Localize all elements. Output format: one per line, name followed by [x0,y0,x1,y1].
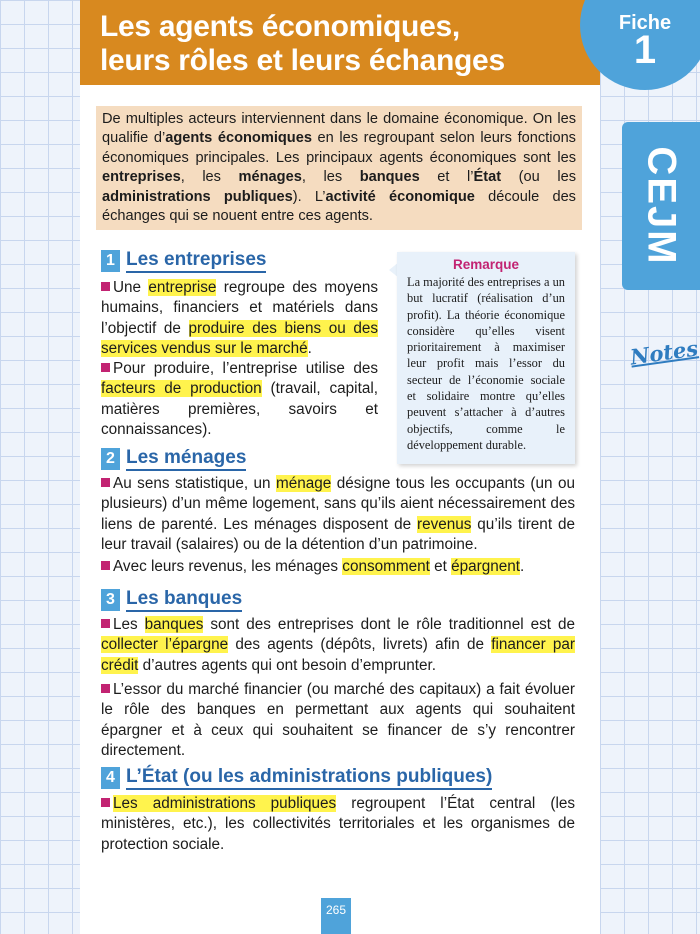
section-number: 1 [101,250,120,272]
paragraph [101,615,575,676]
intro-text: (ou les [501,169,576,186]
text: désigne tous les occupants (un ou plusieurs) d’un même logement, sans qu’ils aient nécessairement des liens de parenté. Les ménages disposent de [101,475,575,533]
bullet-square-icon [101,561,110,570]
bullet-square-icon [101,684,110,693]
intro-text: De multiples acteurs interviennent dans le domaine économique. On les qualifie d’ [102,111,576,147]
text: Avec leurs revenus, les ménages [113,558,343,575]
text: . [520,558,525,575]
text: Pour produire, l’entreprise utilise des [113,360,378,377]
text: regroupent l’État central (les ministères, etc.), les collectivités territoriales et les organismes de protection sociale. [101,795,576,853]
paragraph [101,278,378,360]
paragraph [101,359,378,441]
page-number: 265 [321,898,351,934]
title-line-1: Les agents économiques, [100,10,460,43]
highlight: financer par crédit [101,636,575,674]
highlight: ménage [276,475,332,492]
cejm-tab-label: CEJM [639,146,684,266]
highlight: entreprise [148,279,217,296]
bullet-square-icon [101,478,110,487]
highlight: banques [144,616,204,633]
intro-bold: banques [359,169,420,186]
section-title: L’État (ou les administrations publiques) [126,766,492,790]
text: regroupe des moyens humains, financiers et matériels dans l’objectif de [101,279,378,337]
fiche-label: Fiche [618,12,672,34]
paragraph [101,557,575,577]
highlight: facteurs de production [101,380,262,398]
text: d’autres agents qui ont besoin d’emprunter. [138,656,437,674]
highlight: collecter l’épargne [101,636,229,654]
fiche-number: 1 [633,28,657,72]
text: . [307,340,312,358]
highlight: consomment [342,558,430,575]
section-title: Les ménages [126,447,246,471]
remark-text: La majorité des entreprises a un but lucratif (réalisation d’un profit). La théorie économique considère qu’elles visent prioritairement à maximiser leur profit mais l’essor du secteur de l’économie sociale et solidaire montre qu’elles peuvent s’attacher à d’autres objectifs, comme le développement durable. [407,275,565,452]
section-number: 3 [101,589,120,611]
intro-text: en les regroupant selon leurs fonctions économiques principales. Les principaux agents économiques sont les [102,130,576,166]
intro-text: et l’ [419,169,474,186]
section-title: Les banques [126,588,242,612]
intro-text: découle des échanges qui se nouent entre ces agents. [102,188,576,225]
highlight: produire des biens ou des services vendus sur le marché [101,319,378,358]
bullet-square-icon [101,798,110,807]
intro-bold: agents économiques [165,130,312,147]
remark-title: Remarque [452,257,520,272]
bullet-square-icon [101,363,110,372]
intro-bold: ménages [238,169,302,186]
paragraph [101,474,575,556]
highlight: Les administrations publiques [113,795,337,812]
section-heading-1 [101,249,266,273]
highlight: épargnent [451,558,521,575]
title-line-2: leurs rôles et leurs échanges [100,44,505,77]
intro-text: ). L’ [292,188,326,205]
text: sont des entreprises dont le rôle traditionnel est de [203,616,576,633]
remark-box [397,252,575,464]
intro-bold: activité économique [325,188,475,205]
page-title [100,10,580,78]
bullet-square-icon [101,619,110,628]
text: L’essor du marché financier (ou marché des capitaux) a fait évoluer le rôle des banques en permettant aux agents qui souhaitent épargner et à ceux qui souhaitent se financer de s’y rencontrer directement. [101,681,575,760]
section-heading-4 [101,766,492,790]
intro-text: , les [180,169,239,186]
text: Une [113,279,149,296]
highlight: revenus [416,515,472,533]
section-number: 4 [101,767,120,789]
intro-box [96,106,582,230]
intro-text: , les [301,169,360,186]
section-heading-2 [101,447,246,471]
intro-bold: entreprises [102,169,181,186]
intro-bold: administrations publiques [102,188,293,205]
bullet-square-icon [101,282,110,291]
text: et [429,558,452,575]
text: des agents (dépôts, livrets) afin de [228,636,492,654]
cejm-tab [622,122,700,290]
section-number: 2 [101,448,120,470]
text: qu’ils tirent de leur travail (salaires) ou de la détention d’un patrimoine. [101,515,575,554]
text: (travail, capital, matières premières, savoirs et connaissances). [101,380,378,439]
section-heading-3 [101,588,242,612]
section-title: Les entreprises [126,249,266,273]
intro-bold: État [473,169,502,186]
text: Au sens statistique, un [113,475,277,492]
paragraph [101,794,575,855]
notes-label: Notes [628,335,700,370]
paragraph [101,680,575,762]
text: Les [113,616,145,633]
